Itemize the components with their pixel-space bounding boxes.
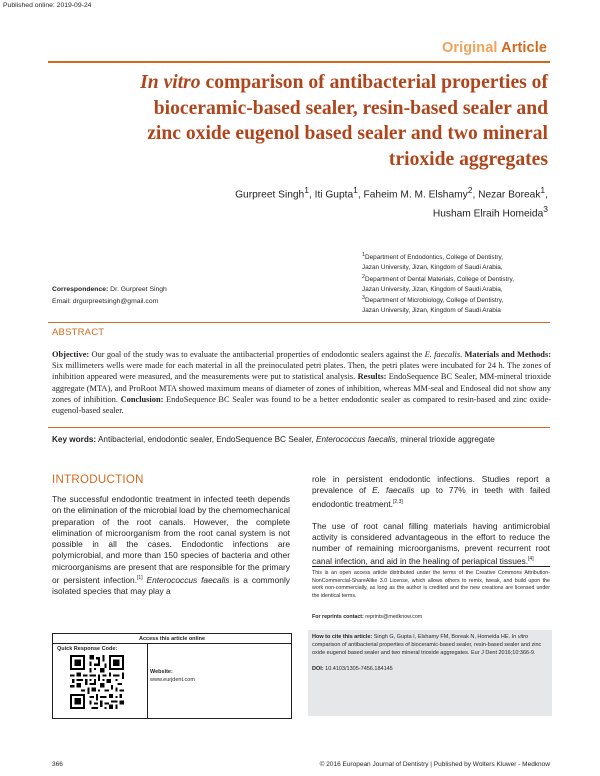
citation-ref[interactable]: [2,3] [393,498,403,505]
access-heading: Access this article online [53,634,291,644]
methods-text: Six millimeters wells were made for each material in all the preinoculated petri plates. Then, the petri plates were incubated for 24 h. The zones of inhibition appeared were measured, and the measurements were put to statistical analysis. [52,361,551,382]
conclusion-label: Conclusion: [120,394,164,404]
email-label: Email: [52,298,71,305]
affiliations [362,251,562,316]
affiliation-sup: 3 [362,295,365,302]
article-title [60,70,548,172]
reprints-contact [312,614,550,620]
results-text: EndoSequence BC Sealer, MM-mineral trioxide aggregate (MTA), and ProRoot MTA showed maximum means of diameter of zones of inhibition, whereas MM-seal and Endoseal did not show any zones of inhibition. [52,372,551,404]
intro-paragraph [312,474,550,510]
affiliation-sup: 1 [362,252,365,258]
affiliation-line: Department of Endodontics, College of Dentistry, [364,254,504,262]
objective-species: E. faecalis [424,350,461,359]
intro-p1-species: Enterococcus faecalis [146,574,230,585]
affiliation-sup: 2 [362,273,365,280]
intro-column-left [52,494,290,597]
abstract-body [52,349,551,416]
access-box [52,633,292,719]
doi-value[interactable]: 10.4103/1305-7456.184145 [323,666,393,672]
website-info [150,668,195,684]
author-name: Nezar Boreak [478,189,541,201]
intro-right-p2: The use of root canal filling materials having antimicrobial activity is considered advantageous in the effort to reduce the number of remaining microorganisms, prevent recurrent root canal infection, and aid in the healing of periapical tissues. [312,520,550,567]
title-line3: zinc oxide eugenol based sealer and two mineral [147,123,548,144]
website-panel [148,644,291,718]
affiliation-line: Jazan University, Jizan, Kingdom of Saudi Arabia, [362,285,503,293]
intro-right-p1b: up to 77% in teeth with failed endodontic treatment. [312,485,550,509]
website-label: Website: [150,669,173,675]
affiliation-line: Jazan University, Jizan, Kingdom of Saudi Arabia [362,307,501,315]
keywords-rule [48,427,550,428]
title-italic: In vitro [140,72,201,93]
author-sup: 3 [543,204,548,215]
author-name: Husham Elraih Homeida [432,208,544,220]
citation-ref[interactable]: [4] [528,556,534,563]
doi-label: DOI: [312,666,324,672]
qr-code-icon[interactable] [70,655,124,709]
author-sup: 1 [353,185,358,195]
objective-text: Our goal of the study was to evaluate the antibacterial properties of endodontic sealers against the [89,350,425,359]
author-sup: 1 [540,185,546,195]
qr-panel [53,644,148,718]
introduction-heading: INTRODUCTION [52,474,144,486]
correspondence-email[interactable]: drgurpreetsingh@gmail.com [70,298,159,305]
affiliation-line: Department of Dental Materials, College of Dentistry, [364,275,515,283]
qr-label: Quick Response Code: [57,646,118,652]
keywords-text: Antibacterial, endodontic sealer, EndoSequence BC Sealer, [96,435,316,444]
keywords-label: Key words: [52,435,97,444]
keywords-italic: Enterococcus faecalis [316,435,396,444]
cite-text-end: comparison of antibacterial properties of bioceramic-based sealer, resin-based sealer and zinc oxide eugenol based sealer and two mineral trioxide aggregates. Eur J Dent 2016;10:366-9. [312,642,542,656]
cite-label: How to cite this article: [312,634,373,640]
cite-italic: In vitro [511,634,529,640]
intro-right-p1a: role in persistent endodontic infections. Studies report a prevalence of [312,474,550,496]
article-type-part2: Article [501,40,547,56]
conclusion-text: EndoSequence BC Sealer was found to be a better endodontic sealer as compared to resin-based and zinc oxide-eugenol-based sealer. [52,394,552,416]
keywords [52,434,551,445]
author-list: Gurpreet Singh$^1$, Iti Gupta$^1$, Faheim M. M. Elshamy$^2$, Nezar Boreak$^1$, Husham Elraih Homeida$^3$ [235,185,548,220]
article-type [442,40,547,56]
correspondence [52,284,167,308]
page-number: 366 [52,761,63,768]
methods-label: Materials and Methods: [464,350,552,359]
published-date: Published online: 2019-09-24 [3,2,92,9]
abstract-rule [48,322,550,323]
author-sup: 2 [467,185,473,195]
affiliation-line: Jazan University, Jizan, Kingdom of Saudi Arabia, [362,263,503,271]
intro-paragraph [312,521,550,568]
correspondence-label: Correspondence: [52,286,109,293]
article-type-part1: Original [441,40,498,56]
author-name: Gurpreet Singh [235,189,305,201]
intro-p1-end: is a commonly isolated species that may play a [52,574,290,596]
footer-copyright: © 2016 European Journal of Dentistry | Published by Wolters Kluwer - Medknow [319,761,550,768]
title-line2: bioceramic-based sealer, resin-based sealer and [153,97,548,119]
reprints-email[interactable]: reprints@medknow.com [363,614,423,620]
intro-paragraph [52,494,290,597]
keywords-text-end: , mineral trioxide aggregate [395,435,495,444]
website-link[interactable]: www.eurjdent.com [150,677,195,683]
correspondence-name: Dr. Gurpreet Singh [108,286,167,293]
intro-right-species: E. faecalis [372,485,415,496]
license-text: This is an open access article distributed under the terms of the Creative Commons Attribution-NonCommercial-ShareAlike 3.0 License, which allows others to remix, tweak, and build upon the work non-commercially, as long as the author is credited and the new creations are licensed under the identical terms. [312,566,550,600]
intro-p1-text: The successful endodontic treatment in infected teeth depends on the elimination of the microbial load by the chemomechanical preparation of the root canals. However, the complete elimination of microorganism from the root canal system is not possible in all the cases. Endodontic infections are polymicrobial, and more than 150 species of bacteria and other microorganisms are present that are responsible for the primary or persistent infection. [52,494,290,585]
intro-column-right [312,474,550,567]
cite-box [308,630,552,716]
cite-text: Singh G, Gupta I, Elshamy FM, Boreak N, Homeida HE. [372,634,512,640]
author-name: Iti Gupta [314,189,354,201]
title-line4: trioxide aggregates [388,148,548,170]
header-rule [48,61,550,63]
author-sup: 1 [304,185,309,195]
title-line1: comparison of antibacterial properties of [200,72,548,93]
results-label: Results: [357,372,387,382]
affiliation-line: Department of Microbiology, College of Dentistry, [364,297,504,305]
citation-ref[interactable]: [1] [137,574,143,581]
reprints-label: For reprints contact: [312,614,364,620]
objective-end: . [460,350,463,359]
objective-label: Objective: [52,350,90,359]
author-name: Faheim M. M. Elshamy [363,189,468,201]
abstract-heading: ABSTRACT [52,327,105,338]
